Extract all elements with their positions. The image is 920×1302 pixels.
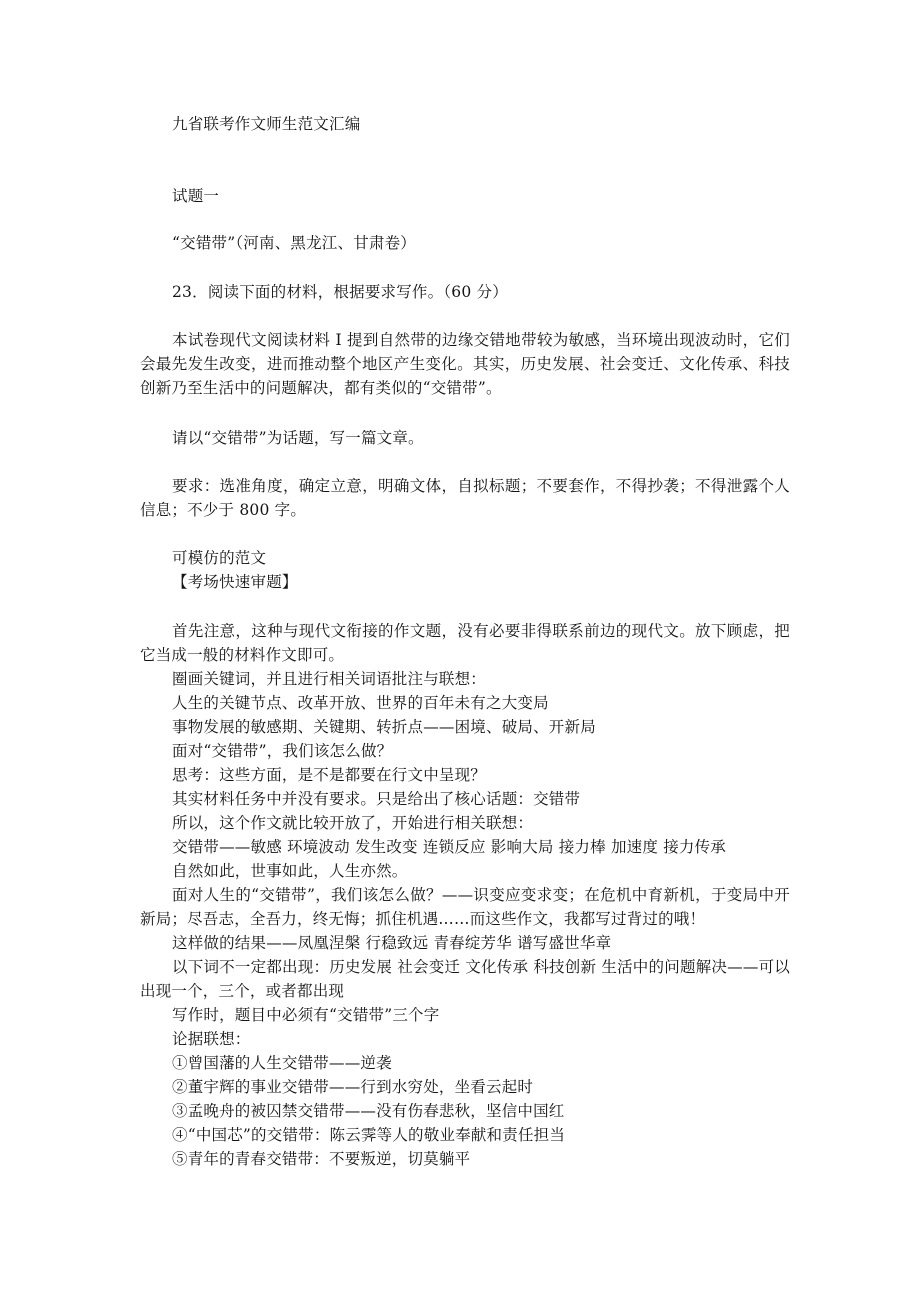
text-line-5: 思考：这些方面，是不是都要在行文中呈现？ [172,766,487,784]
note-paragraph-1: 首先注意，这种与现代文衔接的作文题，没有必要非得联系前边的现代文。放下顾虑，把它当成一般的材料作文即可。 [140,622,790,664]
note-paragraph-3: 以下词不一定都出现：历史发展 社会变迁 文化传承 科技创新 生活中的问题解决——可以出现一个，三个，或者都出现 [140,958,790,1000]
topic-line: “交错带”（河南、黑龙江、甘肃卷） [172,234,416,252]
sample-heading: 可模仿的范文 [172,549,267,567]
text-line-7: 所以，这个作文就比较开放了，开始进行相关联想： [172,814,534,832]
document-title: 九省联考作文师生范文汇编 [172,115,361,133]
text-line-8: 交错带——敏感 环境波动 发生改变 连锁反应 影响大局 接力棒 加速度 接力传承 [172,838,726,856]
note-paragraph-2: 面对人生的“交错带”，我们该怎么做？——识变应变求变；在危机中育新机，于变局中开新局；尽吾志，全吾力，终无悔；抓住机遇……而这些作文，我都写过背过的哦！ [140,886,790,928]
text-line-10: 这样做的结果——凤凰涅槃 行稳致远 青春绽芳华 谱写盛世华章 [172,934,612,952]
material-paragraph: 本试卷现代文阅读材料 I 提到自然带的边缘交错地带较为敏感，当环境出现波动时，它们会最先发生改变，进而推动整个地区产生变化。其实，历史发展、社会变迁、文化传承、科技创新乃至生活中的问题解决，都有类似的“交错带”。 [140,331,790,397]
text-line-6: 其实材料任务中并没有要求。只是给出了核心话题：交错带 [172,790,581,808]
text-line-3: 事物发展的敏感期、关键期、转折点——困境、破局、开新局 [172,718,596,736]
review-heading: 【考场快速审题】 [172,573,298,591]
prompt-line: 请以“交错带”为话题，写一篇文章。 [172,429,424,447]
text-line-1: 圈画关键词，并且进行相关词语批注与联想： [172,670,487,688]
evidence-item-1: ①曾国藩的人生交错带——逆袭 [172,1054,392,1072]
evidence-item-4: ④“中国芯”的交错带：陈云霁等人的敬业奉献和责任担当 [172,1126,566,1144]
requirements-paragraph: 要求：选准角度，确定立意，明确文体，自拟标题；不要套作，不得抄袭；不得泄露个人信息；不少于 800 字。 [140,477,790,519]
question-line: 23．阅读下面的材料，根据要求写作。（60 分） [172,283,508,301]
section-title: 试题一 [172,187,220,205]
evidence-item-5: ⑤青年的青春交错带：不要叛逆，切莫躺平 [172,1150,471,1168]
text-line-9: 自然如此，世事如此，人生亦然。 [172,862,408,880]
text-line-2: 人生的关键节点、改革开放、世界的百年未有之大变局 [172,694,549,712]
text-line-12: 论据联想： [172,1030,251,1048]
text-line-11: 写作时，题目中必须有“交错带”三个字 [172,1006,440,1024]
text-line-4: 面对“交错带”，我们该怎么做？ [172,742,393,760]
evidence-item-2: ②董宇辉的事业交错带——行到水穷处，坐看云起时 [172,1078,534,1096]
evidence-item-3: ③孟晚舟的被囚禁交错带——没有伤春悲秋，坚信中国红 [172,1102,565,1120]
